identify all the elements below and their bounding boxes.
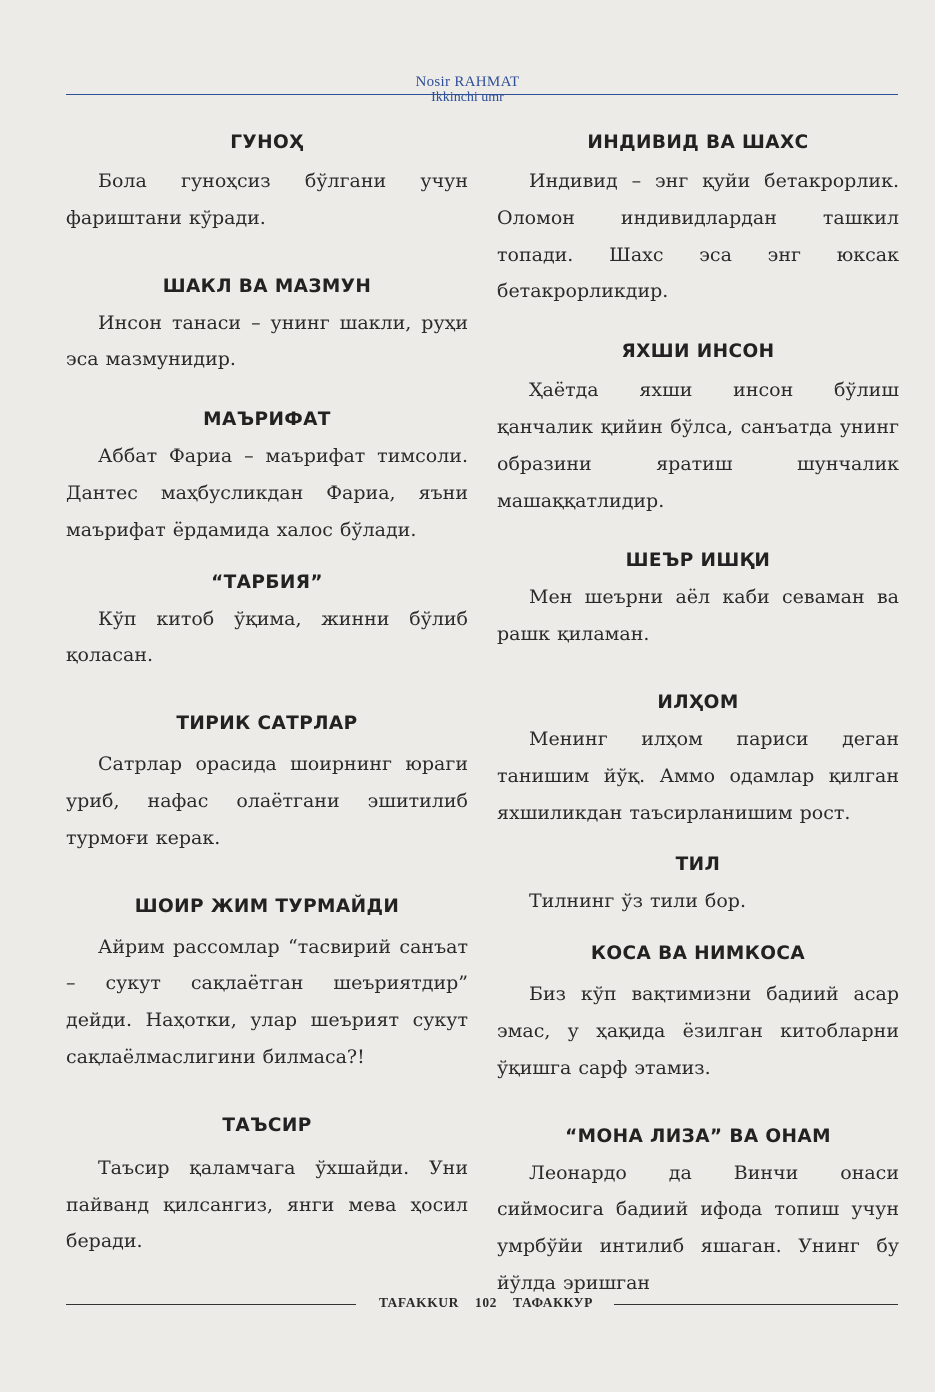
section-heading: ЯХШИ ИНСОН <box>621 341 775 363</box>
section-heading: “МОНА ЛИЗА” ВА ОНАМ <box>565 1125 831 1147</box>
section-text: Ҳаётда яхши инсон бўлиш қанчалик қийин бўлса, санъатда унинг образини яратиш шунчалик машаққатлидир. <box>497 379 899 512</box>
section-heading: ГУНОҲ <box>230 132 304 153</box>
running-head <box>0 74 935 106</box>
section-text: Менинг илҳом париси деган танишим йўқ. Аммо одамлар қилган яхшиликдан таъсирланишим рост. <box>497 727 899 824</box>
section-gunoh <box>66 125 468 237</box>
section-heading: ШОИР ЖИМ ТУРМАЙДИ <box>134 895 400 917</box>
section-text: Бола гуноҳсиз бўлгани учун фариштани кўради. <box>66 170 468 229</box>
section-til <box>497 847 899 920</box>
section-text: Кўп китоб ўқима, жинни бўлиб қоласан. <box>66 607 468 667</box>
section-text: Инсон танаси – унинг шакли, руҳи эса мазмунидир. <box>66 311 468 371</box>
section-ilhom <box>497 685 899 831</box>
section-heading: ТАЪСИР <box>222 1114 312 1136</box>
footer-rule-left <box>66 1304 356 1305</box>
section-text: Айрим рассомлар “тасвирий санъат – сукут сақлаётган шеъриятдир” дейди. Наҳотки, улар шеърият сукут сақлаёлмаслигини билмаса?! <box>66 935 468 1068</box>
page-number: 102 <box>474 1295 498 1310</box>
section-text: Сатрлар орасида шоирнинг юраги уриб, нафас олаётгани эшитилиб турмоғи керак. <box>66 753 468 849</box>
footer-label-cyrillic: ТАФАККУР <box>513 1295 594 1310</box>
section-heading: МАЪРИФАТ <box>203 409 331 431</box>
section-shakl-va-mazmun <box>66 269 468 379</box>
section-mona-liza-va-onam <box>497 1119 899 1302</box>
section-kosa-va-nimkosa <box>497 936 899 1086</box>
section-heading: ТИРИК САТРЛАР <box>176 713 358 735</box>
section-heading: ШАКЛ ВА МАЗМУН <box>162 275 372 297</box>
section-text: Аббат Фариа – маърифат тимсоли. Дантес маҳбусликдан Фариа, яъни маърифат ёрдамида халос бўлади. <box>66 445 468 541</box>
section-heading: КОСА ВА НИМКОСА <box>590 943 806 965</box>
section-tasir <box>66 1108 468 1260</box>
section-sher-ishqi <box>497 543 899 653</box>
header-divider <box>66 94 898 95</box>
page-footer <box>0 1295 935 1315</box>
section-heading: “ТАРБИЯ” <box>211 571 323 593</box>
section-text: Биз кўп вақтимизни бадиий асар эмас, у ҳақида ёзилган китобларни ўқишга сарф этамиз. <box>497 983 899 1079</box>
footer-label-latin: TAFAKKUR <box>378 1295 459 1310</box>
section-individ-va-shaxs <box>497 125 899 310</box>
section-heading: ИЛҲОМ <box>657 691 739 713</box>
section-tarbiya <box>66 565 468 675</box>
section-text: Тилнинг ўз тили бор. <box>529 890 747 913</box>
section-heading: ТИЛ <box>675 854 721 876</box>
section-marifat <box>66 402 468 548</box>
section-text: Леонардо да Винчи онаси сиймосига бадиий ифода топиш учун умрбўйи интилиб яшаган. Унинг бу йўлда эришган <box>497 1161 899 1294</box>
section-heading: ШЕЪР ИШҚИ <box>625 550 771 572</box>
footer-text <box>366 1295 606 1311</box>
section-text: Индивид – энг қуйи бетакрорлик. Оломон индивидлардан ташкил топади. Шахс эса энг юксак бетакрорликдир. <box>497 170 899 303</box>
section-text: Таъсир қаламчага ўхшайди. Уни пайванд қилсангиз, янги мева ҳосил беради. <box>66 1156 468 1253</box>
section-heading: ИНДИВИД ВА ШАХС <box>587 132 809 153</box>
section-tirik-satrlar <box>66 706 468 856</box>
section-yaxshi-inson <box>497 334 899 519</box>
left-column <box>66 125 468 1260</box>
section-text: Мен шеърни аёл каби севаман ва рашк қиламан. <box>497 586 899 646</box>
book-title: Ikkinchi umr <box>431 90 504 105</box>
author-name: Nosir RAHMAT <box>415 74 520 90</box>
right-column <box>497 125 899 1302</box>
footer-rule-right <box>614 1304 898 1305</box>
section-shoir-jim-turmaydi <box>66 889 468 1076</box>
